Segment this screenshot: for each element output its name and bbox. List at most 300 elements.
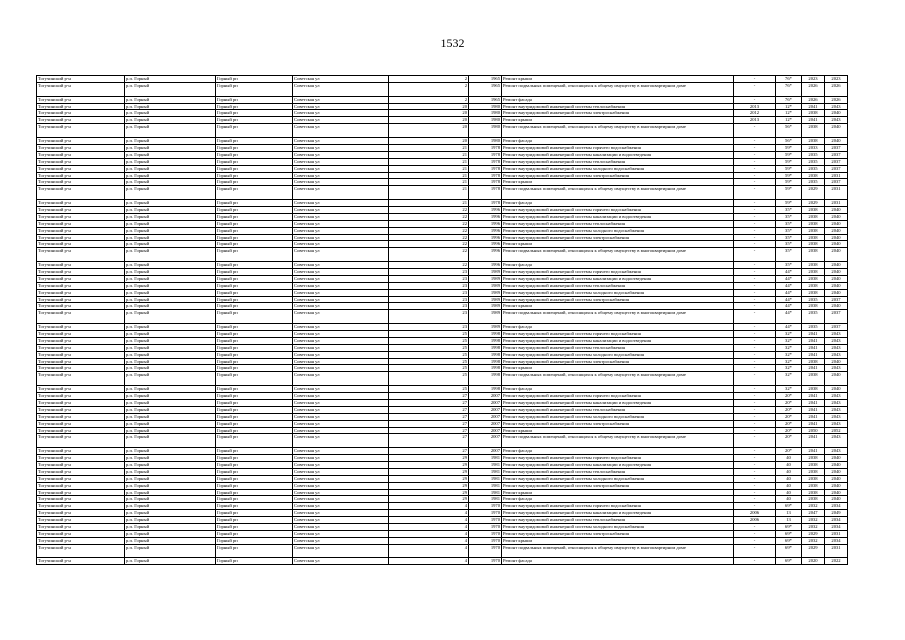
cell-plan-start-year: 2038 [802,482,825,489]
cell-municipality: Горный рп [216,117,293,124]
cell-plan-start-year: 2041 [802,117,825,124]
cell-last-repair-year: - [734,386,776,393]
cell-street: Советская ул [293,331,389,338]
cell-plan-start-year: 2038 [802,138,825,145]
cell-district: Тогучинский р-н [37,386,125,393]
cell-work-type: Ремонт внутридомовой инженерной системы теплоснабжения [502,517,734,524]
cell-plan-end-year: 2040 [825,138,848,145]
cell-plan-start-year: 2038 [802,289,825,296]
cell-plan-end-year: 2023 [825,76,848,83]
cell-street: Советская ул [293,275,389,282]
cell-settlement: р.п. Горный [125,206,216,213]
cell-year-built: 2007 [469,434,502,448]
cell-street: Советская ул [293,138,389,145]
cell-work-type: Ремонт внутридомовой инженерной системы электроснабжения [502,296,734,303]
cell-settlement: р.п. Горный [125,530,216,537]
cell-plan-start-year: 2032 [802,503,825,510]
cell-plan-start-year: 2035 [802,296,825,303]
cell-last-repair-year: 2013 [734,103,776,110]
cell-wear-percent: 56* [776,124,802,138]
cell-settlement: р.п. Горный [125,138,216,145]
cell-wear-percent: 69* [776,537,802,544]
cell-municipality: Горный рп [216,124,293,138]
cell-last-repair-year: - [734,241,776,248]
cell-work-type: Ремонт внутридомовой инженерной системы теплоснабжения [502,406,734,413]
cell-house-number: 29 [389,475,469,482]
table-row [37,241,848,248]
cell-wear-percent: 35* [776,234,802,241]
cell-district: Тогучинский р-н [37,461,125,468]
table-row [37,524,848,531]
cell-year-built: 1989 [469,269,502,276]
cell-municipality: Горный рп [216,103,293,110]
cell-district: Тогучинский р-н [37,324,125,331]
cell-settlement: р.п. Горный [125,103,216,110]
cell-plan-start-year: 2029 [802,186,825,200]
cell-wear-percent: 35* [776,262,802,269]
cell-settlement: р.п. Горный [125,544,216,558]
cell-municipality: Горный рп [216,179,293,186]
cell-plan-end-year: 2043 [825,413,848,420]
table-row [37,537,848,544]
cell-last-repair-year: 2012 [734,110,776,117]
table-row [37,310,848,324]
cell-plan-start-year: 2038 [802,110,825,117]
cell-wear-percent: 59* [776,186,802,200]
cell-work-type: Ремонт внутридомовой инженерной системы теплоснабжения [502,158,734,165]
cell-plan-start-year: 2038 [802,303,825,310]
cell-plan-start-year: 2041 [802,351,825,358]
table-row [37,248,848,262]
cell-wear-percent: 59* [776,158,802,165]
cell-plan-end-year: 2034 [825,537,848,544]
cell-settlement: р.п. Горный [125,303,216,310]
cell-municipality: Горный рп [216,406,293,413]
cell-wear-percent: 44* [776,289,802,296]
cell-house-number: 29 [389,482,469,489]
cell-wear-percent: 56* [776,138,802,145]
cell-municipality: Горный рп [216,200,293,207]
cell-settlement: р.п. Горный [125,96,216,103]
cell-wear-percent: 20* [776,448,802,455]
cell-plan-end-year: 2040 [825,275,848,282]
cell-street: Советская ул [293,124,389,138]
cell-district: Тогучинский р-н [37,262,125,269]
cell-settlement: р.п. Горный [125,324,216,331]
cell-plan-start-year: 2038 [802,124,825,138]
cell-last-repair-year: - [734,172,776,179]
cell-municipality: Горный рп [216,82,293,96]
cell-plan-end-year: 2037 [825,324,848,331]
cell-plan-start-year: 2038 [802,213,825,220]
cell-year-built: 1965 [469,76,502,83]
cell-district: Тогучинский р-н [37,220,125,227]
cell-house-number: 2 [389,96,469,103]
cell-year-built: 1980 [469,124,502,138]
table-row [37,544,848,558]
cell-municipality: Горный рп [216,172,293,179]
cell-settlement: р.п. Горный [125,234,216,241]
cell-work-type: Ремонт подвальных помещений, относящихся к общему имуществу в многоквартирном доме [502,186,734,200]
cell-district: Тогучинский р-н [37,151,125,158]
cell-plan-end-year: 2037 [825,296,848,303]
cell-last-repair-year: - [734,420,776,427]
cell-district: Тогучинский р-н [37,358,125,365]
cell-work-type: Ремонт крыши [502,537,734,544]
cell-last-repair-year: - [734,124,776,138]
cell-plan-start-year: 2041 [802,103,825,110]
cell-settlement: р.п. Горный [125,165,216,172]
cell-last-repair-year: - [734,220,776,227]
table-row [37,448,848,455]
cell-street: Советская ул [293,496,389,503]
cell-wear-percent: 76* [776,82,802,96]
cell-municipality: Горный рп [216,558,293,565]
cell-settlement: р.п. Горный [125,275,216,282]
cell-municipality: Горный рп [216,241,293,248]
cell-plan-end-year: 2040 [825,289,848,296]
cell-work-type: Ремонт внутридомовой инженерной системы теплоснабжения [502,103,734,110]
cell-municipality: Горный рп [216,434,293,448]
cell-settlement: р.п. Горный [125,179,216,186]
cell-year-built: 1989 [469,324,502,331]
cell-work-type: Ремонт фасада [502,324,734,331]
cell-street: Советская ул [293,420,389,427]
cell-year-built: 1981 [469,482,502,489]
cell-wear-percent: 44* [776,269,802,276]
table-row [37,530,848,537]
table-row [37,386,848,393]
cell-last-repair-year: - [734,455,776,462]
cell-plan-end-year: 2037 [825,310,848,324]
cell-last-repair-year: - [734,524,776,531]
table-row [37,179,848,186]
cell-district: Тогучинский р-н [37,406,125,413]
cell-wear-percent: 32* [776,344,802,351]
cell-district: Тогучинский р-н [37,503,125,510]
cell-district: Тогучинский р-н [37,117,125,124]
cell-work-type: Ремонт внутридомовой инженерной системы горячего водоснабжения [502,503,734,510]
cell-last-repair-year: - [734,96,776,103]
cell-district: Тогучинский р-н [37,475,125,482]
cell-municipality: Горный рп [216,530,293,537]
cell-settlement: р.п. Горный [125,248,216,262]
cell-district: Тогучинский р-н [37,76,125,83]
cell-settlement: р.п. Горный [125,496,216,503]
cell-wear-percent: 12* [776,103,802,110]
cell-plan-end-year: 2040 [825,461,848,468]
cell-house-number: 20 [389,103,469,110]
cell-year-built: 1980 [469,138,502,145]
cell-work-type: Ремонт фасада [502,200,734,207]
cell-street: Советская ул [293,344,389,351]
cell-settlement: р.п. Горный [125,296,216,303]
cell-district: Тогучинский р-н [37,544,125,558]
cell-plan-start-year: 2020 [802,558,825,565]
cell-district: Тогучинский р-н [37,524,125,531]
cell-district: Тогучинский р-н [37,427,125,434]
cell-plan-end-year: 2022 [825,558,848,565]
cell-work-type: Ремонт подвальных помещений, относящихся к общему имуществу в многоквартирном доме [502,544,734,558]
cell-plan-end-year: 2026 [825,96,848,103]
table-row [37,186,848,200]
cell-work-type: Ремонт внутридомовой инженерной системы холодного водоснабжения [502,227,734,234]
capital-repair-table [36,75,848,565]
cell-house-number: 21 [389,144,469,151]
cell-plan-end-year: 2052 [825,427,848,434]
cell-plan-end-year: 2043 [825,351,848,358]
table-row [37,496,848,503]
cell-district: Тогучинский р-н [37,269,125,276]
cell-street: Советская ул [293,289,389,296]
cell-plan-start-year: 2041 [802,393,825,400]
table-row [37,372,848,386]
cell-street: Советская ул [293,393,389,400]
cell-last-repair-year: - [734,248,776,262]
cell-last-repair-year: - [734,186,776,200]
cell-house-number: 4 [389,530,469,537]
cell-work-type: Ремонт внутридомовой инженерной системы холодного водоснабжения [502,165,734,172]
cell-last-repair-year: - [734,82,776,96]
cell-house-number: 25 [389,337,469,344]
cell-work-type: Ремонт крыши [502,365,734,372]
cell-street: Советская ул [293,303,389,310]
cell-work-type: Ремонт внутридомовой инженерной системы холодного водоснабжения [502,413,734,420]
cell-plan-start-year: 2023 [802,76,825,83]
cell-year-built: 1970 [469,530,502,537]
table-row [37,434,848,448]
cell-street: Советская ул [293,503,389,510]
cell-district: Тогучинский р-н [37,144,125,151]
cell-year-built: 1998 [469,365,502,372]
cell-year-built: 1996 [469,206,502,213]
table-row [37,406,848,413]
cell-house-number: 2 [389,76,469,83]
cell-house-number: 4 [389,544,469,558]
cell-year-built: 1965 [469,96,502,103]
cell-municipality: Горный рп [216,138,293,145]
cell-plan-start-year: 2038 [802,227,825,234]
cell-year-built: 1970 [469,537,502,544]
cell-plan-end-year: 2037 [825,165,848,172]
cell-plan-start-year: 2041 [802,344,825,351]
cell-year-built: 1970 [469,558,502,565]
cell-street: Советская ул [293,227,389,234]
cell-settlement: р.п. Горный [125,110,216,117]
cell-wear-percent: 32* [776,358,802,365]
cell-work-type: Ремонт фасада [502,448,734,455]
cell-last-repair-year: 2006 [734,517,776,524]
cell-plan-end-year: 2040 [825,269,848,276]
cell-district: Тогучинский р-н [37,530,125,537]
cell-plan-start-year: 2035 [802,158,825,165]
cell-settlement: р.п. Горный [125,475,216,482]
cell-plan-end-year: 2043 [825,365,848,372]
cell-district: Тогучинский р-н [37,103,125,110]
cell-plan-end-year: 2031 [825,172,848,179]
cell-settlement: р.п. Горный [125,482,216,489]
table-row [37,110,848,117]
cell-district: Тогучинский р-н [37,82,125,96]
cell-plan-end-year: 2031 [825,544,848,558]
cell-plan-start-year: 2038 [802,455,825,462]
cell-plan-end-year: 2037 [825,151,848,158]
table-row [37,151,848,158]
cell-wear-percent: 44* [776,303,802,310]
cell-plan-start-year: 2041 [802,434,825,448]
cell-wear-percent: 44* [776,310,802,324]
cell-plan-end-year: 2031 [825,530,848,537]
cell-house-number: 27 [389,393,469,400]
cell-plan-start-year: 2038 [802,248,825,262]
table-row [37,461,848,468]
cell-settlement: р.п. Горный [125,262,216,269]
cell-settlement: р.п. Горный [125,413,216,420]
table-row [37,482,848,489]
cell-plan-end-year: 2040 [825,241,848,248]
table-row [37,337,848,344]
cell-work-type: Ремонт внутридомовой инженерной системы теплоснабжения [502,220,734,227]
table-row [37,138,848,145]
cell-district: Тогучинский р-н [37,282,125,289]
cell-house-number: 25 [389,372,469,386]
cell-year-built: 1996 [469,234,502,241]
cell-year-built: 1989 [469,310,502,324]
cell-street: Советская ул [293,372,389,386]
cell-plan-start-year: 2038 [802,461,825,468]
cell-year-built: 1998 [469,344,502,351]
cell-house-number: 4 [389,558,469,565]
cell-settlement: р.п. Горный [125,124,216,138]
cell-wear-percent: 20* [776,393,802,400]
cell-wear-percent: 59* [776,179,802,186]
cell-district: Тогучинский р-н [37,455,125,462]
cell-district: Тогучинский р-н [37,537,125,544]
cell-work-type: Ремонт внутридомовой инженерной системы холодного водоснабжения [502,351,734,358]
cell-settlement: р.п. Горный [125,434,216,448]
cell-last-repair-year: - [734,200,776,207]
cell-last-repair-year: - [734,344,776,351]
cell-work-type: Ремонт крыши [502,117,734,124]
cell-settlement: р.п. Горный [125,448,216,455]
cell-work-type: Ремонт внутридомовой инженерной системы холодного водоснабжения [502,289,734,296]
cell-work-type: Ремонт внутридомовой инженерной системы горячего водоснабжения [502,206,734,213]
cell-street: Советская ул [293,406,389,413]
cell-district: Тогучинский р-н [37,448,125,455]
cell-settlement: р.п. Горный [125,227,216,234]
cell-municipality: Горный рп [216,331,293,338]
cell-plan-start-year: 2050 [802,427,825,434]
cell-year-built: 2007 [469,413,502,420]
table-row [37,420,848,427]
cell-street: Советская ул [293,213,389,220]
cell-street: Советская ул [293,517,389,524]
cell-settlement: р.п. Горный [125,455,216,462]
cell-plan-end-year: 2040 [825,262,848,269]
cell-plan-start-year: 2038 [802,386,825,393]
cell-plan-end-year: 2043 [825,448,848,455]
cell-wear-percent: 20* [776,427,802,434]
cell-house-number: 23 [389,310,469,324]
cell-wear-percent: 59* [776,172,802,179]
cell-wear-percent: 40 [776,461,802,468]
cell-settlement: р.п. Горный [125,151,216,158]
cell-district: Тогучинский р-н [37,365,125,372]
cell-last-repair-year: - [734,179,776,186]
cell-municipality: Горный рп [216,420,293,427]
cell-work-type: Ремонт фасада [502,496,734,503]
cell-municipality: Горный рп [216,351,293,358]
cell-district: Тогучинский р-н [37,337,125,344]
cell-last-repair-year: - [734,234,776,241]
cell-last-repair-year: - [734,282,776,289]
cell-year-built: 1980 [469,110,502,117]
table-row [37,413,848,420]
cell-year-built: 1981 [469,461,502,468]
cell-settlement: р.п. Горный [125,427,216,434]
cell-work-type: Ремонт внутридомовой инженерной системы горячего водоснабжения [502,331,734,338]
cell-last-repair-year: - [734,427,776,434]
cell-last-repair-year: - [734,269,776,276]
cell-plan-start-year: 2026 [802,96,825,103]
cell-street: Советская ул [293,144,389,151]
cell-plan-start-year: 2035 [802,165,825,172]
cell-house-number: 21 [389,158,469,165]
cell-street: Советская ул [293,337,389,344]
cell-street: Советская ул [293,461,389,468]
cell-street: Советская ул [293,455,389,462]
cell-last-repair-year: - [734,144,776,151]
cell-municipality: Горный рп [216,269,293,276]
cell-house-number: 2 [389,82,469,96]
cell-house-number: 22 [389,248,469,262]
cell-settlement: р.п. Горный [125,365,216,372]
cell-settlement: р.п. Горный [125,399,216,406]
cell-wear-percent: 40 [776,482,802,489]
table-row [37,503,848,510]
table-row [37,158,848,165]
cell-year-built: 1978 [469,165,502,172]
cell-wear-percent: 20* [776,406,802,413]
cell-house-number: 4 [389,517,469,524]
cell-year-built: 1996 [469,262,502,269]
cell-wear-percent: 20* [776,420,802,427]
cell-wear-percent: 44* [776,324,802,331]
cell-municipality: Горный рп [216,544,293,558]
cell-work-type: Ремонт фасада [502,558,734,565]
cell-district: Тогучинский р-н [37,344,125,351]
cell-year-built: 1998 [469,358,502,365]
cell-plan-start-year: 2035 [802,151,825,158]
cell-house-number: 25 [389,344,469,351]
cell-wear-percent: 35* [776,206,802,213]
cell-wear-percent: 44* [776,275,802,282]
table-row [37,399,848,406]
cell-street: Советская ул [293,241,389,248]
table-row [37,344,848,351]
cell-last-repair-year: - [734,165,776,172]
cell-year-built: 2007 [469,420,502,427]
cell-house-number: 25 [389,358,469,365]
cell-house-number: 22 [389,206,469,213]
cell-wear-percent: 20* [776,399,802,406]
table-row [37,427,848,434]
cell-year-built: 1978 [469,200,502,207]
cell-last-repair-year: 2006 [734,510,776,517]
cell-municipality: Горный рп [216,324,293,331]
cell-work-type: Ремонт внутридомовой инженерной системы горячего водоснабжения [502,393,734,400]
cell-district: Тогучинский р-н [37,110,125,117]
